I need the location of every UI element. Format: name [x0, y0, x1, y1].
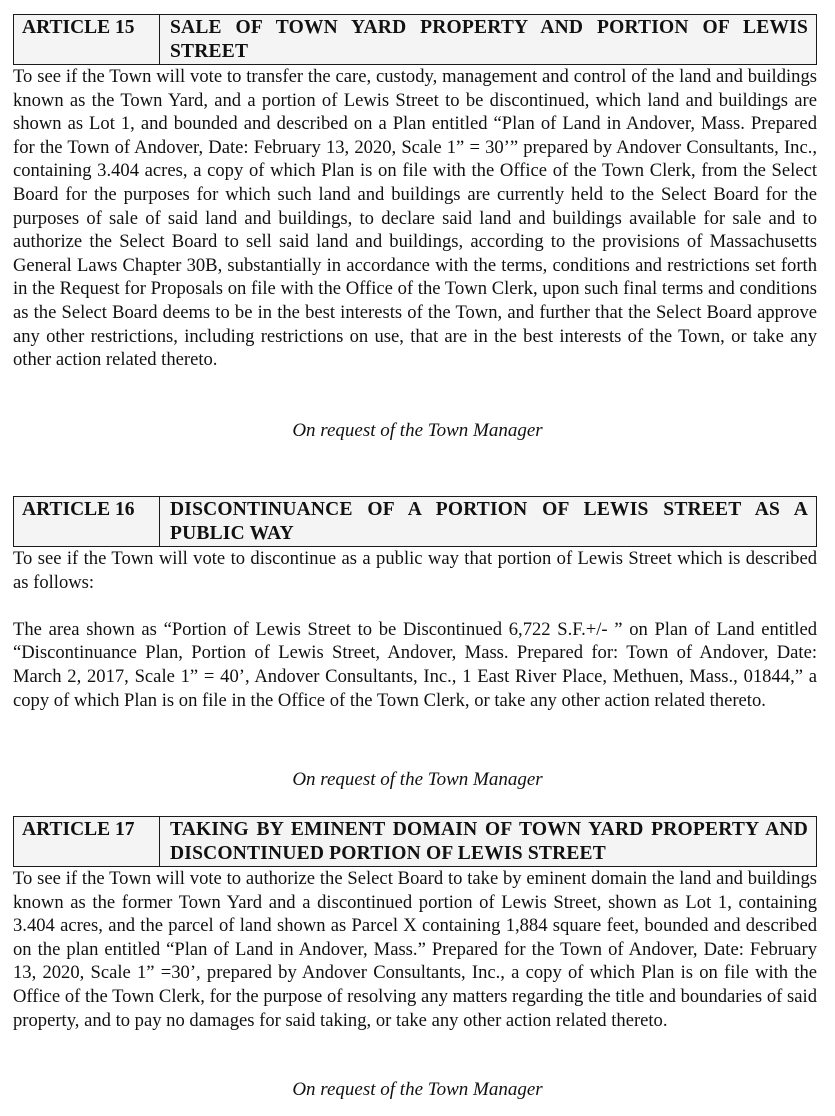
article-number: ARTICLE 17	[14, 817, 160, 866]
article-body: The area shown as “Portion of Lewis Street to be Discontinued 6,722 S.F.+/- ” on Plan of Land entitled “Discontinuance Plan, Portion of Lewis Street, Andover, Mass. Prepared for: Town of Andover, Date: March 2, 2017, Scale 1” = 40’, Andover Consultants, Inc., 1 East River Place, Methuen, Mass., 01844,” a copy of which Plan is on file in the Office of the Town Clerk, or take any other action related thereto.	[13, 618, 817, 711]
article-number: ARTICLE 15	[14, 15, 160, 64]
article-header	[13, 14, 817, 65]
request-note-15: On request of the Town Manager	[292, 420, 543, 441]
article-title: SALE OF TOWN YARD PROPERTY AND PORTION OF LEWIS STREET	[170, 17, 808, 62]
article-15	[13, 14, 817, 372]
article-16	[13, 496, 817, 712]
article-header	[13, 496, 817, 547]
article-17	[13, 816, 817, 1032]
request-note-17: On request of the Town Manager	[292, 1079, 543, 1100]
article-title: DISCONTINUANCE OF A PORTION OF LEWIS STREET AS A PUBLIC WAY	[170, 499, 808, 544]
article-title: TAKING BY EMINENT DOMAIN OF TOWN YARD PROPERTY AND DISCONTINUED PORTION OF LEWIS STREET	[170, 819, 808, 864]
article-number: ARTICLE 16	[14, 497, 160, 546]
article-header	[13, 816, 817, 867]
article-body: To see if the Town will vote to discontinue as a public way that portion of Lewis Street which is described as follows:	[13, 548, 817, 593]
article-body: To see if the Town will vote to authorize the Select Board to take by eminent domain the land and buildings known as the former Town Yard and a discontinued portion of Lewis Street, shown as Lot 1, containing 3.404 acres, and the parcel of land shown as Parcel X containing 1,884 square feet, bounded and described on the plan entitled “Plan of Land in Andover, Mass.” Prepared for the Town of Andover, Date: February 13, 2020, Scale 1” =30’, prepared by Andover Consultants, Inc., a copy of which Plan is on file with the Office of the Town Clerk, for the purpose of resolving any matters regarding the title and boundaries of said property, and to pay no damages for said taking, or take any other action related thereto.	[13, 868, 817, 1031]
request-note-16: On request of the Town Manager	[292, 769, 543, 790]
article-body: To see if the Town will vote to transfer the care, custody, management and control of the land and buildings known as the Town Yard, and a portion of Lewis Street to be discontinued, which land and buildings are shown as Lot 1, and bounded and described on a Plan entitled “Plan of Land in Andover, Mass. Prepared for the Town of Andover, Date: February 13, 2020, Scale 1” = 30’” prepared by Andover Consultants, Inc., containing 3.404 acres, a copy of which Plan is on file with the Office of the Town Clerk, from the Select Board for the purposes for which such land and buildings are currently held to the Select Board for the purposes of sale of said land and buildings, to declare said land and buildings available for sale and to authorize the Select Board to sell said land and buildings, according to the provisions of Massachusetts General Laws Chapter 30B, substantially in accordance with the terms, conditions and restrictions set forth in the Request for Proposals on file with the Office of the Town Clerk, upon such final terms and conditions as the Select Board deems to be in the best interests of the Town, and further that the Select Board approve any other restrictions, including restrictions on use, that are in the best interests of the Town, or take any other action related thereto.	[13, 66, 817, 371]
